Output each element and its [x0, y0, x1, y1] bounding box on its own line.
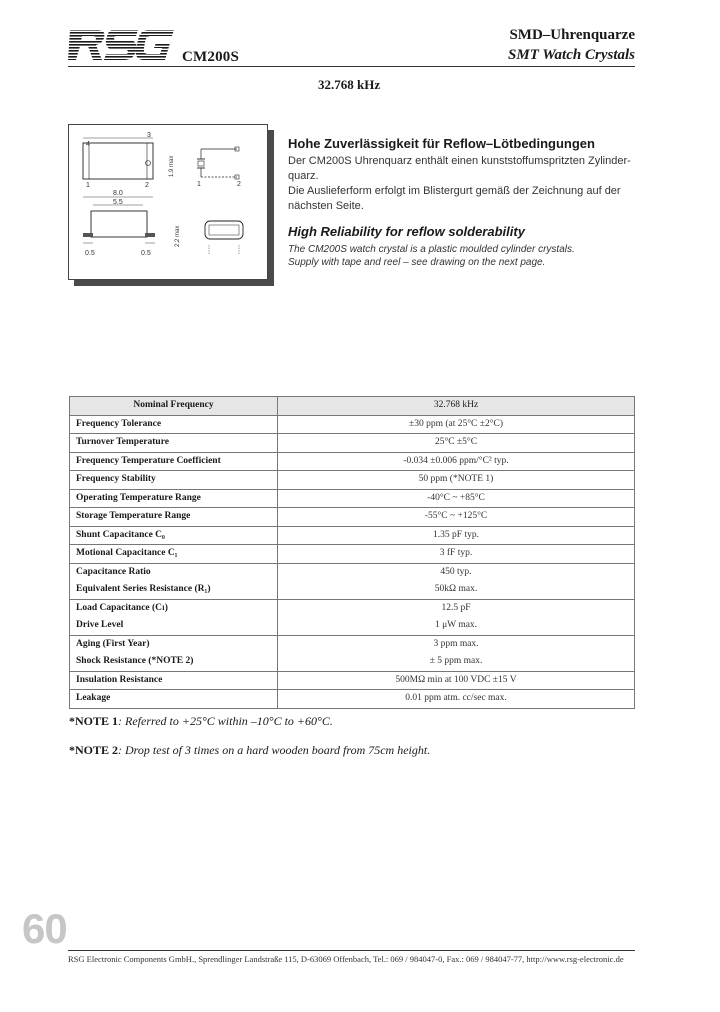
dim-label-height: 2.2 max — [175, 225, 181, 247]
footer-address: RSG Electronic Components GmbH., Sprendlinger Landstraße 115, D-63069 Offenbach, Tel.: 069 / 984047-0, Fax.: 069 / 984047-77, http://www.rsg-electronic.de — [68, 954, 624, 964]
row-param: Drive Level — [70, 617, 278, 635]
crystal-body-top — [83, 143, 153, 179]
footer-divider — [68, 950, 635, 951]
note-2 — [69, 743, 430, 758]
row-value: 450 typ. — [278, 563, 635, 581]
crystal-body-end — [205, 221, 243, 239]
page-number: 60 — [22, 905, 67, 952]
description-english-p2: Supply with tape and reel – see drawing on the next page. — [288, 257, 546, 268]
table-row — [70, 599, 635, 617]
row-param: Shunt Capacitance C₀ — [70, 526, 278, 545]
row-param: Operating Temperature Range — [70, 489, 278, 508]
row-param: Frequency Stability — [70, 471, 278, 490]
row-param: Load Capacitance (Cₗ) — [70, 599, 278, 617]
table-row — [70, 563, 635, 581]
dim-label-dia: 1.9 max — [169, 155, 175, 177]
heading-english: High Reliability for reflow solderability — [288, 224, 525, 239]
row-value: 3 ppm max. — [278, 635, 635, 653]
table-row — [70, 489, 635, 508]
dim-label-55: 5.5 — [113, 199, 123, 206]
row-value: 0.01 ppm atm. cc/sec max. — [278, 690, 635, 709]
note-2-text: : Drop test of 3 times on a hard wooden board from 75cm height. — [118, 743, 431, 757]
row-value: 1.35 pF typ. — [278, 526, 635, 545]
row-value: 1 μW max. — [278, 617, 635, 635]
note-1-text: : Referred to +25°C within –10°C to +60°C. — [118, 714, 333, 728]
model-number: CM200S — [182, 49, 240, 65]
row-param: Insulation Resistance — [70, 671, 278, 690]
dim-label-3: 3 — [147, 132, 151, 139]
row-value: 12.5 pF — [278, 599, 635, 617]
table-row — [70, 635, 635, 653]
row-param: Frequency Temperature Coefficient — [70, 452, 278, 471]
dim-label-2: 2 — [145, 182, 149, 189]
title-english: SMT Watch Crystals — [508, 47, 635, 63]
table-row — [70, 653, 635, 671]
table-row — [70, 617, 635, 635]
header-divider — [68, 66, 635, 67]
description-english — [288, 243, 638, 269]
row-value: ±30 ppm (at 25°C ±2°C) — [278, 415, 635, 434]
specification-table — [69, 396, 635, 709]
row-param: Shock Resistance (*NOTE 2) — [70, 653, 278, 671]
rsg-logo-graphic — [68, 26, 176, 66]
table-row — [70, 452, 635, 471]
note-2-label: *NOTE 2 — [69, 743, 119, 757]
row-value: ± 5 ppm max. — [278, 653, 635, 671]
description-german — [288, 154, 638, 214]
row-param: Aging (First Year) — [70, 635, 278, 653]
table-row — [70, 581, 635, 599]
table-row — [70, 415, 635, 434]
table-row — [70, 434, 635, 453]
heading-german: Hohe Zuverlässigkeit für Reflow–Lötbedingungen — [288, 136, 595, 151]
table-row — [70, 471, 635, 490]
note-1 — [69, 714, 333, 729]
dim-label-8: 8.0 — [113, 190, 123, 197]
row-param: Storage Temperature Range — [70, 508, 278, 527]
header-param: Nominal Frequency — [70, 397, 278, 416]
description-english-p1: The CM200S watch crystal is a plastic moulded cylinder crystals. — [288, 244, 575, 255]
row-value: -40°C ~ +85°C — [278, 489, 635, 508]
title-german: SMD–Uhrenquarze — [509, 27, 635, 43]
row-param: Leakage — [70, 690, 278, 709]
row-value: 3 fF typ. — [278, 545, 635, 564]
table-row — [70, 690, 635, 709]
table-header-row — [70, 397, 635, 416]
dim-label-1: 1 — [86, 182, 90, 189]
pin-label-1: 1 — [197, 181, 201, 188]
dimension-drawing — [68, 124, 268, 280]
row-param: Equivalent Series Resistance (R₁) — [70, 581, 278, 599]
dim-label-05-left: 0.5 — [85, 250, 95, 257]
row-param: Turnover Temperature — [70, 434, 278, 453]
table-row — [70, 508, 635, 527]
row-param: Frequency Tolerance — [70, 415, 278, 434]
row-param: Motional Capacitance C₁ — [70, 545, 278, 564]
row-param: Capacitance Ratio — [70, 563, 278, 581]
crystal-body-side — [91, 211, 147, 237]
note-1-label: *NOTE 1 — [69, 714, 119, 728]
description-german-p1: Der CM200S Uhrenquarz enthält einen kunststoffumspritzten Zylinder-quarz. — [288, 155, 631, 182]
row-value: 50kΩ max. — [278, 581, 635, 599]
row-value: 50 ppm (*NOTE 1) — [278, 471, 635, 490]
table-row — [70, 671, 635, 690]
row-value: 25°C ±5°C — [278, 434, 635, 453]
pin-label-2: 2 — [237, 181, 241, 188]
row-value: -55°C ~ +125°C — [278, 508, 635, 527]
table-row — [70, 545, 635, 564]
header-value: 32.768 kHz — [278, 397, 635, 416]
dim-label-4: 4 — [86, 141, 90, 148]
frequency-heading: 32.768 kHz — [318, 77, 381, 92]
dim-label-05-right: 0.5 — [141, 250, 151, 257]
rsg-logo — [68, 26, 176, 66]
table-row — [70, 526, 635, 545]
row-value: -0.034 ±0.006 ppm/°C² typ. — [278, 452, 635, 471]
description-german-p2: Die Auslieferform erfolgt im Blistergurt gemäß der Zeichnung auf der nächsten Seite. — [288, 185, 621, 212]
row-value: 500MΩ min at 100 VDC ±15 V — [278, 671, 635, 690]
